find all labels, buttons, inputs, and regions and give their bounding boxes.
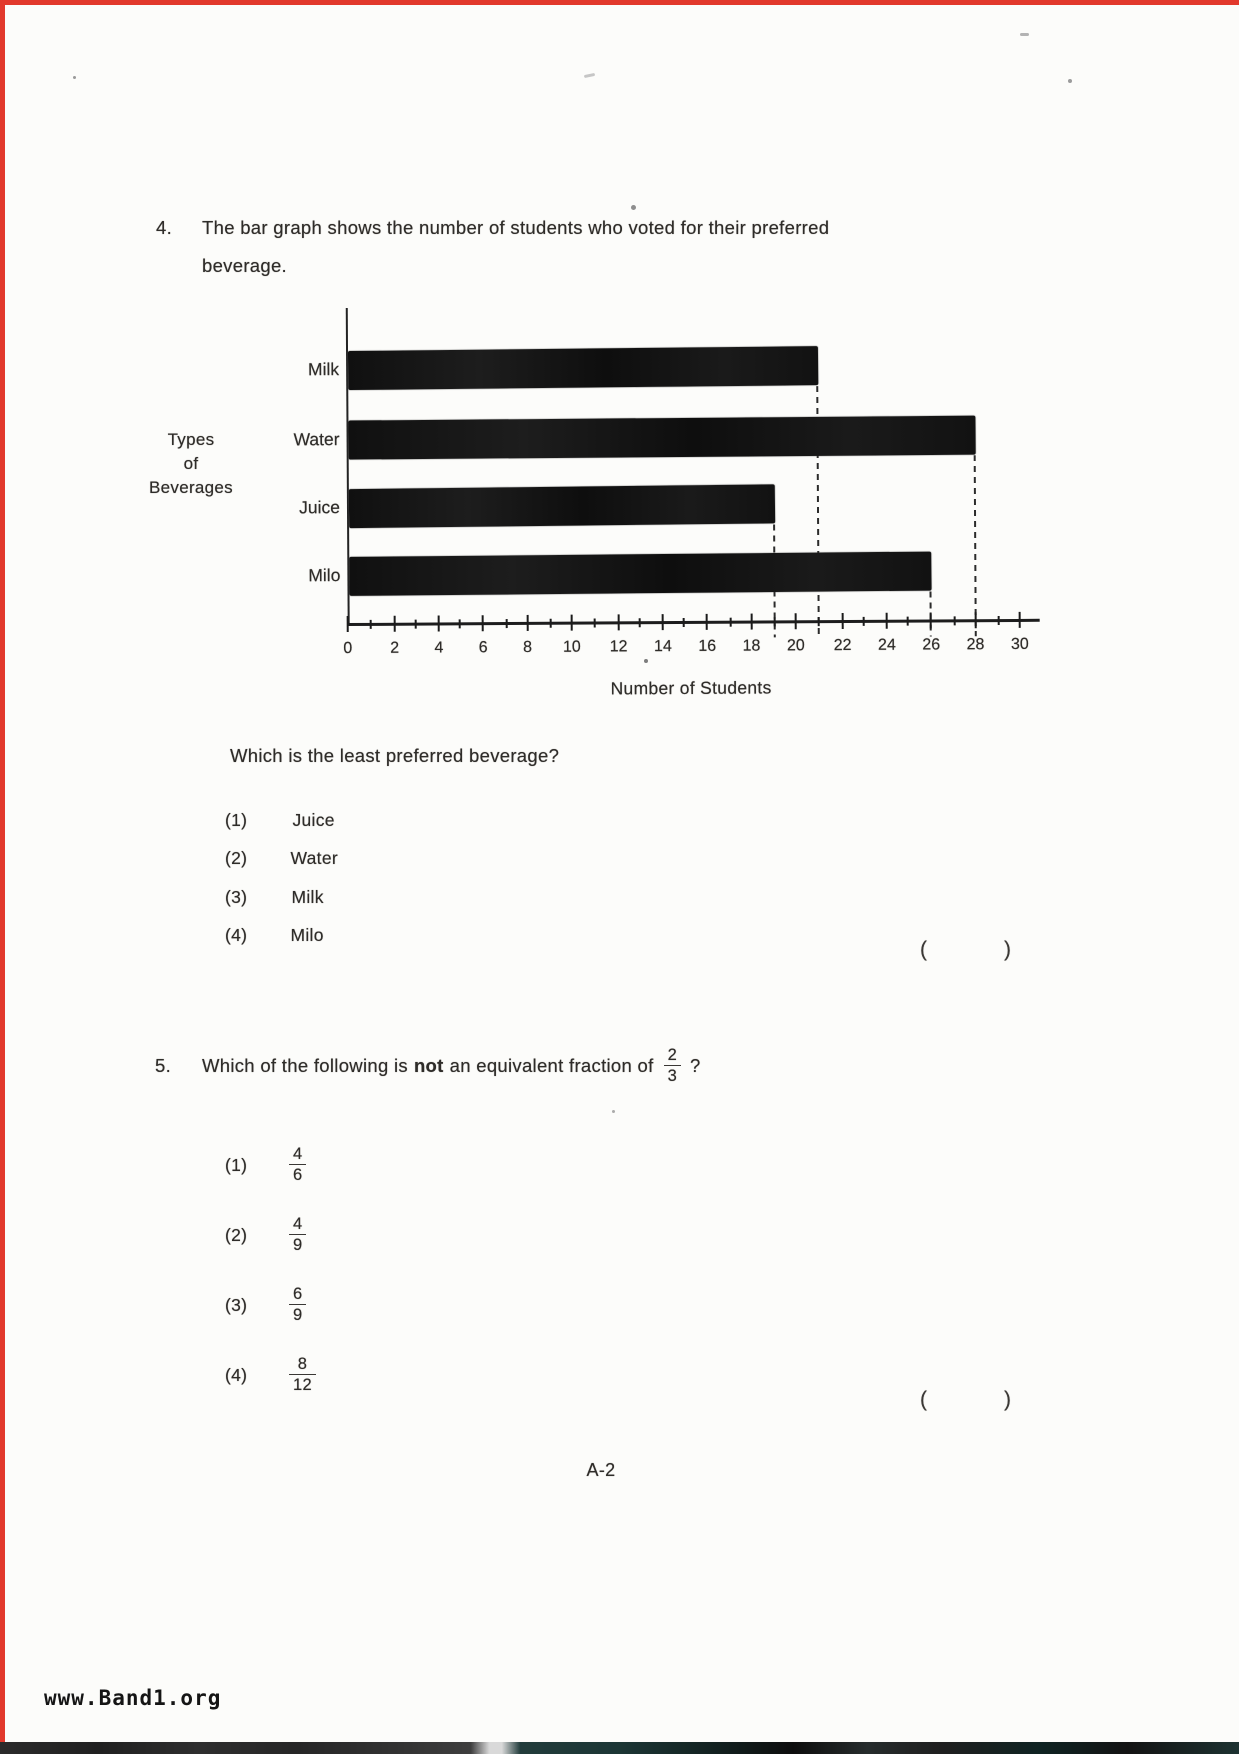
q4-option-3-num: (3) — [225, 887, 248, 907]
x-minor-tick — [953, 616, 955, 625]
question4-text-line2: beverage. — [202, 255, 287, 276]
q4-option-1 — [225, 810, 335, 831]
q4-option-2-num: (2) — [225, 848, 248, 868]
q5-reference-fraction — [664, 1046, 681, 1086]
q5-prompt-bold: not — [413, 1055, 444, 1076]
x-tick-label: 16 — [698, 637, 717, 655]
x-minor-tick — [370, 620, 372, 629]
bar-water — [348, 416, 975, 460]
scan-speckle — [1020, 33, 1029, 36]
q5-option-4-denominator: 12 — [289, 1374, 316, 1395]
x-major-tick — [886, 613, 888, 629]
scan-border-top — [0, 0, 1239, 5]
x-major-tick — [706, 614, 708, 630]
q5-option-1-fraction — [289, 1145, 306, 1185]
x-major-tick — [1019, 612, 1021, 628]
x-tick-label: 8 — [523, 638, 533, 656]
q4-option-2 — [225, 848, 338, 869]
chart-x-axis-title: Number of Students — [610, 677, 772, 699]
x-tick-label: 30 — [1010, 635, 1029, 653]
q5-option-3 — [225, 1276, 306, 1334]
q5-option-4-num: (4) — [225, 1364, 248, 1385]
category-label-milk: Milk — [307, 359, 340, 380]
scan-speckle — [612, 1110, 615, 1113]
beverage-bar-chart — [293, 298, 1062, 723]
x-minor-tick — [505, 619, 507, 628]
x-minor-tick — [683, 618, 685, 627]
q4-option-4-num: (4) — [225, 925, 248, 945]
scan-bottom-strip — [0, 1742, 1239, 1754]
x-tick-label: 0 — [343, 640, 353, 658]
x-tick-label: 10 — [562, 638, 581, 656]
category-label-juice: Juice — [299, 497, 341, 518]
x-tick-label: 14 — [653, 638, 672, 656]
x-tick-label: 6 — [478, 639, 488, 657]
scan-speckle — [73, 76, 76, 79]
x-major-tick — [393, 616, 395, 632]
x-minor-tick — [818, 617, 820, 626]
q5-question-mark: ? — [690, 1055, 701, 1076]
q4-option-3-label: Milk — [291, 887, 324, 907]
q5-option-2 — [225, 1206, 306, 1264]
scan-speckle — [584, 73, 595, 78]
x-major-tick — [617, 614, 619, 630]
question4-prompt: Which is the least preferred beverage? — [230, 745, 560, 766]
q5-option-1-num: (1) — [225, 1154, 248, 1175]
q5-option-1-numerator: 4 — [293, 1145, 303, 1164]
q4-option-2-label: Water — [290, 848, 338, 868]
x-major-tick — [438, 615, 440, 631]
x-major-tick — [750, 614, 752, 630]
x-major-tick — [571, 615, 573, 631]
q5-option-4-fraction — [289, 1355, 316, 1395]
y-axis-title-line: Beverages — [149, 478, 233, 497]
x-minor-tick — [907, 617, 909, 626]
x-major-tick — [662, 614, 664, 630]
scan-speckle — [1068, 79, 1072, 83]
category-label-milo: Milo — [308, 565, 341, 586]
x-major-tick — [526, 615, 528, 631]
q5-ref-fraction-denominator: 3 — [664, 1065, 681, 1086]
question4-number: 4. — [156, 217, 173, 238]
q5-option-2-num: (2) — [225, 1224, 248, 1245]
q4-option-4 — [225, 925, 324, 946]
x-major-tick — [974, 612, 976, 628]
q4-answer-bracket-open: ( — [920, 938, 928, 961]
x-minor-tick — [638, 618, 640, 627]
x-minor-tick — [414, 620, 416, 629]
q5-option-1-denominator: 6 — [289, 1164, 306, 1185]
bar-milo — [349, 552, 932, 596]
q4-option-1-num: (1) — [225, 810, 248, 830]
q5-answer-bracket-close: ) — [1004, 1388, 1012, 1411]
x-tick-label: 18 — [742, 637, 761, 655]
q5-prompt-suffix: an equivalent fraction of — [449, 1055, 654, 1076]
q4-answer-bracket-close: ) — [1004, 938, 1012, 961]
x-minor-tick — [459, 619, 461, 628]
q4-option-1-label: Juice — [292, 810, 335, 830]
x-tick-label: 2 — [390, 639, 400, 657]
q5-option-2-numerator: 4 — [293, 1215, 303, 1234]
x-minor-tick — [998, 616, 1000, 625]
q5-option-3-denominator: 9 — [289, 1304, 306, 1325]
x-major-tick — [930, 612, 932, 628]
x-minor-tick — [774, 617, 776, 626]
y-axis-title-line: Types — [167, 430, 215, 449]
x-minor-tick — [550, 619, 552, 628]
watermark-url: www.Band1.org — [44, 1686, 222, 1710]
scan-border-left — [0, 0, 5, 1754]
bar-juice — [349, 484, 775, 528]
x-major-tick — [482, 615, 484, 631]
q5-option-3-num: (3) — [225, 1294, 248, 1315]
scan-speckle — [631, 205, 636, 210]
x-minor-tick — [729, 618, 731, 627]
question4-text-line1: The bar graph shows the number of students who voted for their preferred — [202, 217, 830, 238]
x-major-tick — [795, 613, 797, 629]
x-minor-tick — [594, 619, 596, 628]
y-axis-title-line: of — [183, 454, 199, 473]
q5-option-2-fraction — [289, 1215, 306, 1255]
x-tick-label: 12 — [609, 638, 628, 656]
chart-x-axis-line — [348, 619, 1040, 626]
q5-answer-bracket-open: ( — [920, 1388, 928, 1411]
x-tick-label: 26 — [922, 636, 941, 654]
q5-option-2-denominator: 9 — [289, 1234, 306, 1255]
x-major-tick — [841, 613, 843, 629]
page-number-label: A-2 — [586, 1460, 616, 1480]
q5-option-1 — [225, 1136, 306, 1194]
q4-option-4-label: Milo — [290, 925, 324, 945]
x-tick-label: 4 — [434, 639, 444, 657]
q5-prompt-prefix: Which of the following is — [202, 1055, 408, 1076]
x-tick-label: 20 — [786, 637, 805, 655]
q5-option-3-numerator: 6 — [293, 1285, 303, 1304]
x-tick-label: 28 — [966, 636, 985, 654]
category-label-water: Water — [293, 429, 340, 450]
q5-option-3-fraction — [289, 1285, 306, 1325]
question5-prompt-row — [155, 1036, 701, 1096]
q5-option-4-numerator: 8 — [297, 1355, 308, 1374]
q5-option-4 — [225, 1346, 316, 1404]
x-minor-tick — [862, 617, 864, 626]
guide-line-water — [974, 455, 977, 636]
q4-option-3 — [225, 887, 324, 908]
x-tick-label: 22 — [833, 636, 852, 655]
q5-ref-fraction-numerator: 2 — [667, 1046, 678, 1065]
question5-number: 5. — [155, 1055, 172, 1076]
x-major-tick — [347, 616, 349, 632]
x-tick-label: 24 — [877, 636, 896, 654]
bar-milk — [348, 346, 819, 390]
